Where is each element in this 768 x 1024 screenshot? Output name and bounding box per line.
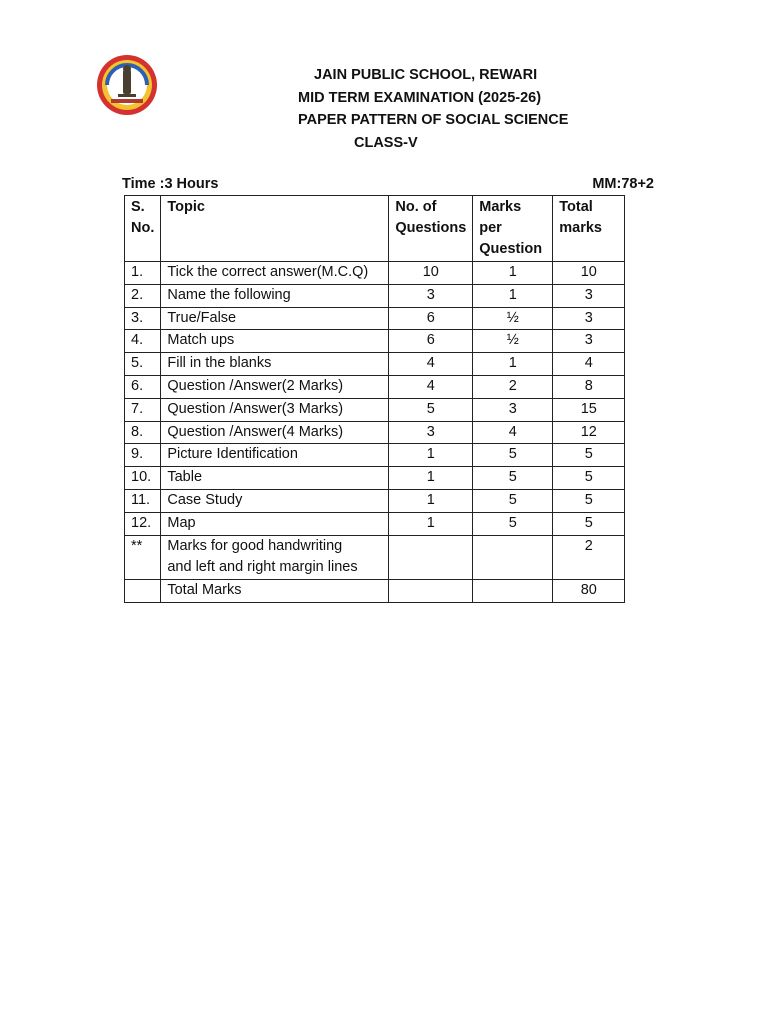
school-crest-icon: [96, 54, 158, 116]
table-row: [125, 353, 625, 376]
paper-pattern-title: PAPER PATTERN OF SOCIAL SCIENCE: [298, 112, 569, 128]
school-logo-icon: [96, 54, 158, 116]
cell-sno: 2.: [125, 284, 161, 307]
school-name: JAIN PUBLIC SCHOOL, REWARI: [314, 67, 538, 83]
total-marks-label: Total Marks: [161, 580, 389, 603]
cell-marks-per: 5: [473, 444, 553, 467]
cell-topic: Fill in the blanks: [161, 353, 389, 376]
table-row: [125, 489, 625, 512]
cell-marks-per: 1: [473, 262, 553, 285]
cell-sno: 9.: [125, 444, 161, 467]
cell-topic: Table: [161, 467, 389, 490]
cell-topic: [161, 535, 389, 580]
cell-total: 3: [553, 284, 625, 307]
cell-total: 3: [553, 330, 625, 353]
cell-total: 10: [553, 262, 625, 285]
cell-topic: True/False: [161, 307, 389, 330]
table-header-row: [125, 196, 625, 262]
cell-sno: 4.: [125, 330, 161, 353]
cell-marks-per: 4: [473, 421, 553, 444]
cell-total: 5: [553, 512, 625, 535]
cell-questions: 6: [389, 330, 473, 353]
total-marks-value: 80: [553, 580, 625, 603]
cell-total: 5: [553, 444, 625, 467]
cell-questions: 4: [389, 353, 473, 376]
cell-questions: [389, 580, 473, 603]
cell-total: 5: [553, 467, 625, 490]
cell-topic: Case Study: [161, 489, 389, 512]
cell-topic: Picture Identification: [161, 444, 389, 467]
cell-sno: 11.: [125, 489, 161, 512]
cell-marks-per: 3: [473, 398, 553, 421]
cell-sno: 8.: [125, 421, 161, 444]
cell-sno: 1.: [125, 262, 161, 285]
table-row: [125, 284, 625, 307]
cell-questions: 4: [389, 375, 473, 398]
document-header: [240, 64, 620, 154]
cell-questions: 3: [389, 421, 473, 444]
cell-marks-per: 5: [473, 489, 553, 512]
table-row: [125, 262, 625, 285]
table-row: [125, 444, 625, 467]
class-label: CLASS-V: [354, 134, 418, 151]
table-row: [125, 467, 625, 490]
table-row: [125, 512, 625, 535]
time-label: Time :3 Hours: [122, 176, 219, 192]
cell-questions: 3: [389, 284, 473, 307]
table-row: [125, 330, 625, 353]
cell-total: 2: [553, 535, 625, 580]
cell-sno: 5.: [125, 353, 161, 376]
table-row: [125, 375, 625, 398]
cell-sno: 12.: [125, 512, 161, 535]
cell-questions: 10: [389, 262, 473, 285]
cell-sno: 3.: [125, 307, 161, 330]
handwriting-line-1: Marks for good handwriting: [167, 537, 343, 554]
max-marks-label: MM:78+2: [592, 176, 654, 192]
cell-sno: [125, 580, 161, 603]
cell-topic: Question /Answer(3 Marks): [161, 398, 389, 421]
cell-sno: 6.: [125, 375, 161, 398]
table-row: [125, 307, 625, 330]
cell-total: 8: [553, 375, 625, 398]
cell-topic: Map: [161, 512, 389, 535]
col-header-marks-per: Marks per Question: [473, 196, 553, 262]
cell-total: 12: [553, 421, 625, 444]
cell-sno: **: [125, 535, 161, 580]
cell-questions: 1: [389, 444, 473, 467]
cell-sno: 10.: [125, 467, 161, 490]
cell-marks-per: ½: [473, 330, 553, 353]
cell-questions: 1: [389, 489, 473, 512]
cell-questions: 1: [389, 512, 473, 535]
cell-topic: Question /Answer(4 Marks): [161, 421, 389, 444]
cell-marks-per: [473, 535, 553, 580]
cell-topic: Name the following: [161, 284, 389, 307]
table-row: [125, 398, 625, 421]
cell-total: 15: [553, 398, 625, 421]
cell-marks-per: ½: [473, 307, 553, 330]
cell-total: 5: [553, 489, 625, 512]
cell-total: 3: [553, 307, 625, 330]
cell-marks-per: 1: [473, 353, 553, 376]
table-row-handwriting: [125, 535, 625, 580]
col-header-questions: No. of Questions: [389, 196, 473, 262]
cell-topic: Match ups: [161, 330, 389, 353]
cell-sno: 7.: [125, 398, 161, 421]
cell-marks-per: 2: [473, 375, 553, 398]
cell-questions: 6: [389, 307, 473, 330]
paper-pattern-table: [124, 195, 625, 603]
cell-marks-per: 1: [473, 284, 553, 307]
cell-marks-per: 5: [473, 512, 553, 535]
cell-topic: Question /Answer(2 Marks): [161, 375, 389, 398]
handwriting-line-2: and left and right margin lines: [167, 559, 358, 576]
col-header-topic: Topic: [161, 196, 389, 262]
table-row-total: [125, 580, 625, 603]
cell-questions: 5: [389, 398, 473, 421]
cell-total: 4: [553, 353, 625, 376]
exam-title: MID TERM EXAMINATION (2025-26): [298, 89, 542, 106]
col-header-sno: S. No.: [125, 196, 161, 262]
table-row: [125, 421, 625, 444]
col-header-total: Total marks: [553, 196, 625, 262]
cell-marks-per: 5: [473, 467, 553, 490]
cell-questions: 1: [389, 467, 473, 490]
cell-marks-per: [473, 580, 553, 603]
cell-topic: Tick the correct answer(M.C.Q): [161, 262, 389, 285]
cell-questions: [389, 535, 473, 580]
